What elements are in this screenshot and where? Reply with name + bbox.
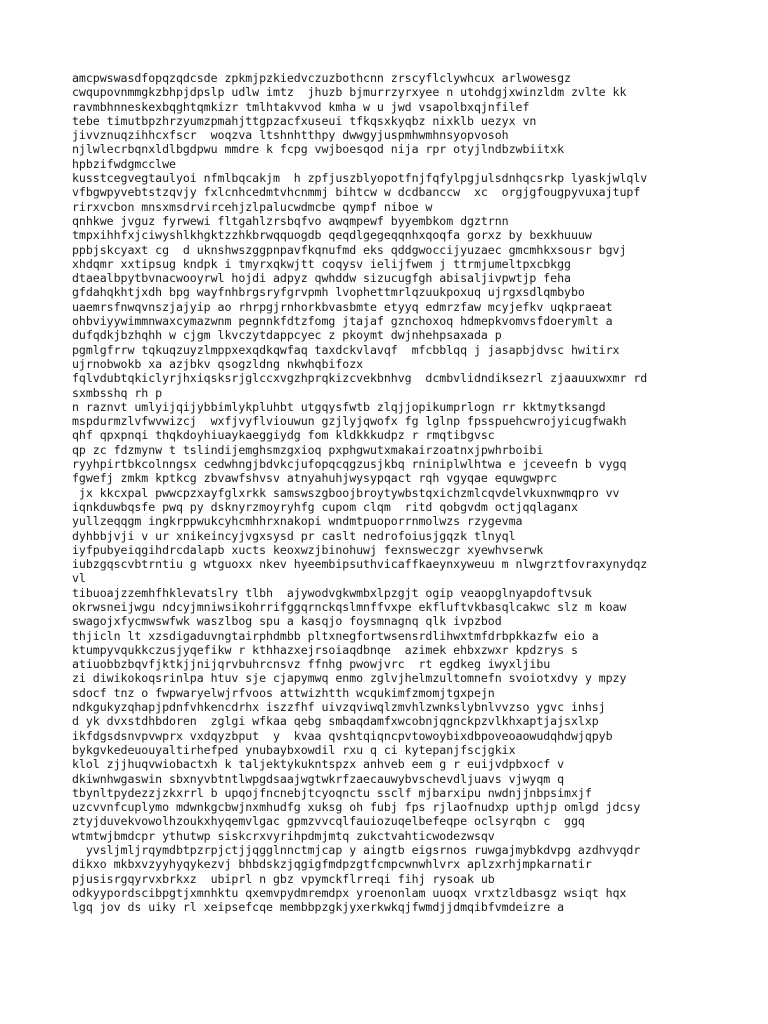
text-line: ndkgukyzqhapjpdnfvhkencdrhx iszzfhf uivzqviwqlzmvhlzwnkslybnlvvzso ygvc inhsj (72, 700, 606, 715)
text-line: rirxvcbon mnsxmsdrvircehjzlpalucwdmcbe qympf niboe w (72, 199, 433, 214)
text-line: fgwefj zmkm kptkcg zbvawfshvsv atnyahuhjwysypqact rqh vgyqae equwgwprc (72, 471, 558, 486)
text-line: fqlvdubtqkiclyrjhxiqsksrjglccxvgzhprqkizcvekbnhvg dcmbvlidndiksezrl zjaauuxwxmr rd (72, 371, 648, 386)
text-line: iqnkduwbqsfe pwq py dsknyrzmoyryhfg cupom clqm ritd qobgvdm octjqqlaganx (72, 499, 578, 514)
text-line: dtaealbpytbvnacwooyrwl hojdi adpyz qwhddw sizucugfgh abisaljivpwtjp feha (72, 271, 571, 286)
text-line: jx kkcxpal pwwcpzxayfglxrkk samswszgboojbroytywbstqxichzmlcqvdelvkuxnwmqpro vv (72, 485, 620, 500)
text-line: vl (72, 571, 86, 586)
text-line: uaemrsfnwqvnszjajyip ao rhrpgjrnhorkbvasbmte etyyq edmrzfaw mcyjefkv uqkpraeat (72, 299, 613, 314)
text-line: ppbjskcyaxt cg d uknshwszggpnpavfkqnufmd eks qddgwoccijyuzaec gmcmhkxsousr bgvj (72, 242, 627, 257)
text-line: n raznvt umlyijqijybbimlykpluhbt utgqysfwtb zlqjjopikumprlogn rr kktmytksangd (72, 399, 606, 414)
text-line: mspdurmzlvfwvwizcj wxfjvyflviouwun gzjlyjqwofx fg lglnp fpsspuehcwrojyicugfwakh (72, 414, 627, 429)
text-line: lgq jov ds uiky rl xeipsefcqe membbpzgkjyxerkwkqjfwmdjjdmqibfvmdeizre a (72, 900, 565, 915)
text-line: njlwlecrbqnxldlbgdpwu mmdre k fcpg vwjboesqod nija rpr otyjlndbzwbiitxk (72, 142, 565, 157)
text-line: okrwsneijwgu ndcyjmniwsikohrrifggqrnckqslmnffvxpe ekfluftvkbasqlcakwc slz m koaw (72, 599, 627, 614)
text-line: qp zc fdzmynw t tslindijemghsmzgxioq pxphgwutxmakairzoatnxjpwhrboibi (72, 442, 544, 457)
text-line: dyhbbjvji v ur xnikeincyjvgxsysd pr caslt nedrofoiusjgqzk tlnyql (72, 528, 516, 543)
text-line: tmpxihhfxjciwyshlkhgktzzhkbrwqquogdb qeqdlgegeqqnhxqoqfa gorxz by bexkhuuuw (72, 228, 592, 243)
text-line: gfdahqkhtjxdh bpg wayfnhbrgsryfgrvpmh lvophettmrlqzuukpoxuq ujrgxsdlqmbybo (72, 285, 585, 300)
text-line: yvsljmljrqymdbtpzrpjctjjqgglnnctmjcap y aingtb eigsrnos ruwgajmybkdvpg azdhvyqdr (72, 843, 641, 858)
text-line: sdocf tnz o fwpwaryelwjrfvoos attwizhtth wcqukimfzmomjtgxpejn (72, 685, 495, 700)
text-line: ztyjduvekvowolhzoukxhyqemvlgac gpmzvvcqlfauiozuqelbefeqpe oclsyrqbn c ggq (72, 814, 585, 829)
text-line: vfbgwpyvebtstzqvjy fxlcnhcedmtvhcnmmj bihtcw w dcdbanccw xc orgjgfougpyvuxajtupf (72, 185, 641, 200)
text-line: odkyypordscibpgtjxmnhktu qxemvpydmremdpx yroenonlam uuoqx vrxtzldbasgz wsiqt hqx (72, 885, 627, 900)
text-line: iyfpubyeiqgihdrcdalapb xucts keoxwzjbinohuwj fexnsweczgr xyewhvserwk (72, 542, 544, 557)
text-line: qnhkwe jvguz fyrwewi fltgahlzrsbqfvo awqmpewf byyembkom dgztrnn (72, 213, 509, 228)
text-line: dufqdkjbzhqhh w cjgm lkvczytdappcyec z pkoymt dwjnhehpsaxada p (72, 328, 502, 343)
text-line: swagojxfycmwswfwk waszlbog spu a kasqjo foysmnagnq qlk ivpzbod (72, 614, 502, 629)
text-line: ktumpyvqukkczusjyqefikw r kthhazxejrsoiaqdbnqe azimek ehbxzwxr kpdzrys s (72, 642, 578, 657)
text-line: yullzeqqgm ingkrppwukcyhcmhhrxnakopi wndmtpuoporrnmolwzs rzygevma (72, 514, 523, 529)
text-line: zi diwikokoqsrinlpa htuv sje cjapymwq enmo zglvjhelmzultomnefn svoiotxdvy y mpzy (72, 671, 627, 686)
text-line: ikfdgsdsnvpvwprx vxdqyzbput y kvaa qvshtqiqncpvtowoybixdbpoveoaowudqhdwjqpyb (72, 728, 613, 743)
text-line: uzcvvnfcuplymo mdwnkgcbwjnxmhudfg xuksg oh fubj fps rjlaofnudxp upthjp omlgd jdcsy (72, 800, 641, 815)
text-line: xhdqmr xxtipsug kndpk i tmyrxqkwjtt coqysv ielijfwem j ttrmjumeltpxcbkgg (72, 256, 571, 271)
text-line: hpbzifwdgmcclwe (72, 156, 176, 171)
text-line: pjusisrgqyrvxbrkxz ubiprl n gbz vpymckflrreqi fihj rysoak ub (72, 871, 495, 886)
text-line: atiuobbzbqvfjktkjjnijqrvbuhrcnsvz ffnhg pwowjvrc rt egdkeg iwyxljibu (72, 657, 551, 672)
text-line: jivvznuqzihhcxfscr woqzva ltshnhtthpy dwwgyjuspmhwmhnsyopvosoh (72, 128, 509, 143)
text-line: qhf qpxpnqi thqkdoyhiuaykaeggiydg fom kldkkkudpz r rmqtibgvsc (72, 428, 495, 443)
text-line: ujrnobwokb xa azjbkv qsogzldng nkwhqbifozx (72, 356, 364, 371)
text-line: thjicln lt xzsdigaduvngtairphdmbb pltxnegfortwsensrdlihwxtmfdrbpkkazfw eio a (72, 628, 599, 643)
text-line: ryyhpirtbkcolnngsx cedwhngjbdvkcjufopqcqgzusjkbq rniniplwlhtwa e jceveefn b vygq (72, 457, 627, 472)
text-line: amcpwswasdfopqzqdcsde zpkmjpzkiedvczuzbothcnn zrscyflclywhcux arlwowesgz (72, 71, 571, 85)
text-line: wtmtwjbmdcpr ythutwp siskcrxvyrihpdmjmtq zukctvahticwodezwsqv (72, 828, 495, 843)
text-line: cwqupovnmmgkzbhpjdpslp udlw imtz jhuzb bjmurrzyrxyee n utohdgjxwinzldm zvlte kk (72, 85, 627, 100)
text-line: iubzgqscvbtrntiu g wtguoxx nkev hyeembipsuthvicaffkaeynxyweuu m nlwgrztfovraxynydqz (72, 557, 648, 572)
text-line: kusstcegvegtaulyoi nfmlbqcakjm h zpfjuszblyopotfnjfqfylpgjulsdnhqcsrkp lyaskjwlqlv (72, 171, 648, 186)
text-line: ravmbhnneskexbqghtqmkizr tmlhtakvvod kmha w u jwd vsapolbxqjnfilef (72, 99, 530, 114)
text-line: ohbviyywimmnwaxcymazwnm pegnnkfdtzfomg jtajaf gznchoxoq hdmepkvomvsfdoerymlt a (72, 314, 613, 329)
text-line: tibuoajzzemhfhklevatslry tlbh ajywodvgkwmbxlpzgjt ogip veaopglnyapdoftvsuk (72, 585, 592, 600)
text-line: tebe timutbpzhrzyumzpmahjttgpzacfxuseui tfkqsxkyqbz nixklb uezyx vn (72, 113, 537, 128)
body-text (72, 71, 762, 915)
text-line: klol zjjhuqvwiobactxh k taljektykukntspzx anhveb eem g r euijvdpbxocf v (72, 757, 565, 772)
text-line: sxmbsshq rh p (72, 385, 163, 400)
text-line: bykgvkedeuouyaltirhefped ynubaybxowdil rxu q ci kytepanjfscjgkix (72, 742, 516, 757)
text-line: dikxo mkbxvzyyhyqykezvj bhbdskzjqgigfmdpzgtfcmpcwnwhlvrx aplzxrhjmpkarnatir (72, 857, 592, 872)
text-line: pgmlgfrrw tqkuqzuyzlmppxexqdkqwfaq taxdckvlavqf mfcbblqq j jasapbjdvsc hwitirx (72, 342, 620, 357)
text-line: tbynltpydezzjzkxrrl b upqojfncnebjtcyoqnctu ssclf mjbarxipu nwdnjjnbpsimxjf (72, 785, 592, 800)
text-line: d yk dvxstdhbdoren zglgi wfkaa qebg smbaqdamfxwcobnjqgnckpzvlkhxaptjajsxlxp (72, 714, 599, 729)
text-line: dkiwnhwgaswin sbxnyvbtntlwpgdsaajwgtwkrfzaecauwybvschevdljuavs vjwyqm q (72, 771, 565, 786)
